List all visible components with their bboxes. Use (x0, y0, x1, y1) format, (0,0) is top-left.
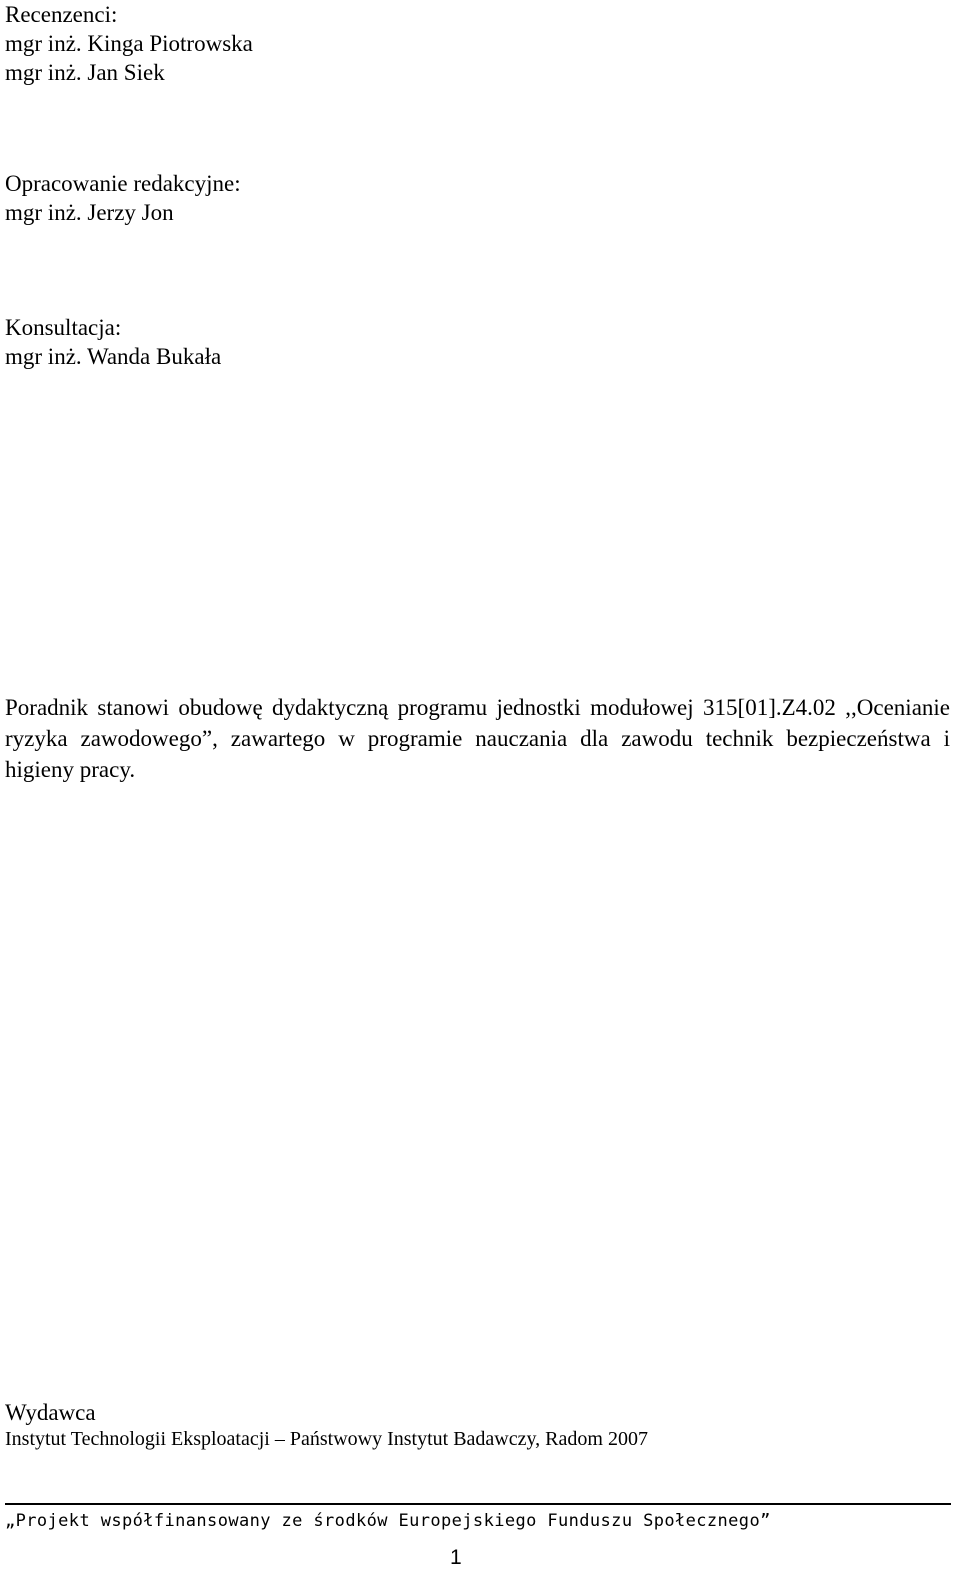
footer-divider (5, 1503, 951, 1505)
reviewers-section (5, 0, 253, 87)
publisher-label: Wydawca (5, 1400, 96, 1425)
reviewers-label: Recenzenci: (5, 2, 118, 27)
reviewer-name: mgr inż. Kinga Piotrowska (5, 31, 253, 56)
guide-description: Poradnik stanowi obudowę dydaktyczną programu jednostki modułowej 315[01].Z4.02 ,,Ocenianie ryzyka zawodowego”, zawartego w programie nauczania dla zawodu technik bezpieczeństwa i higieny pracy. (5, 695, 950, 782)
page-number: 1 (450, 1546, 462, 1569)
editor-name: mgr inż. Jerzy Jon (5, 200, 174, 225)
editing-section (5, 169, 241, 227)
footer-project-note: „Projekt współfinansowany ze środków Europejskiego Funduszu Społecznego” (5, 1511, 771, 1531)
publisher-name: Instytut Technologii Eksploatacji – Państwowy Instytut Badawczy, Radom 2007 (5, 1428, 648, 1450)
editing-label: Opracowanie redakcyjne: (5, 171, 241, 196)
reviewer-name: mgr inż. Jan Siek (5, 60, 165, 85)
consultant-name: mgr inż. Wanda Bukała (5, 344, 222, 369)
consultation-label: Konsultacja: (5, 315, 122, 340)
consultation-section (5, 313, 221, 371)
